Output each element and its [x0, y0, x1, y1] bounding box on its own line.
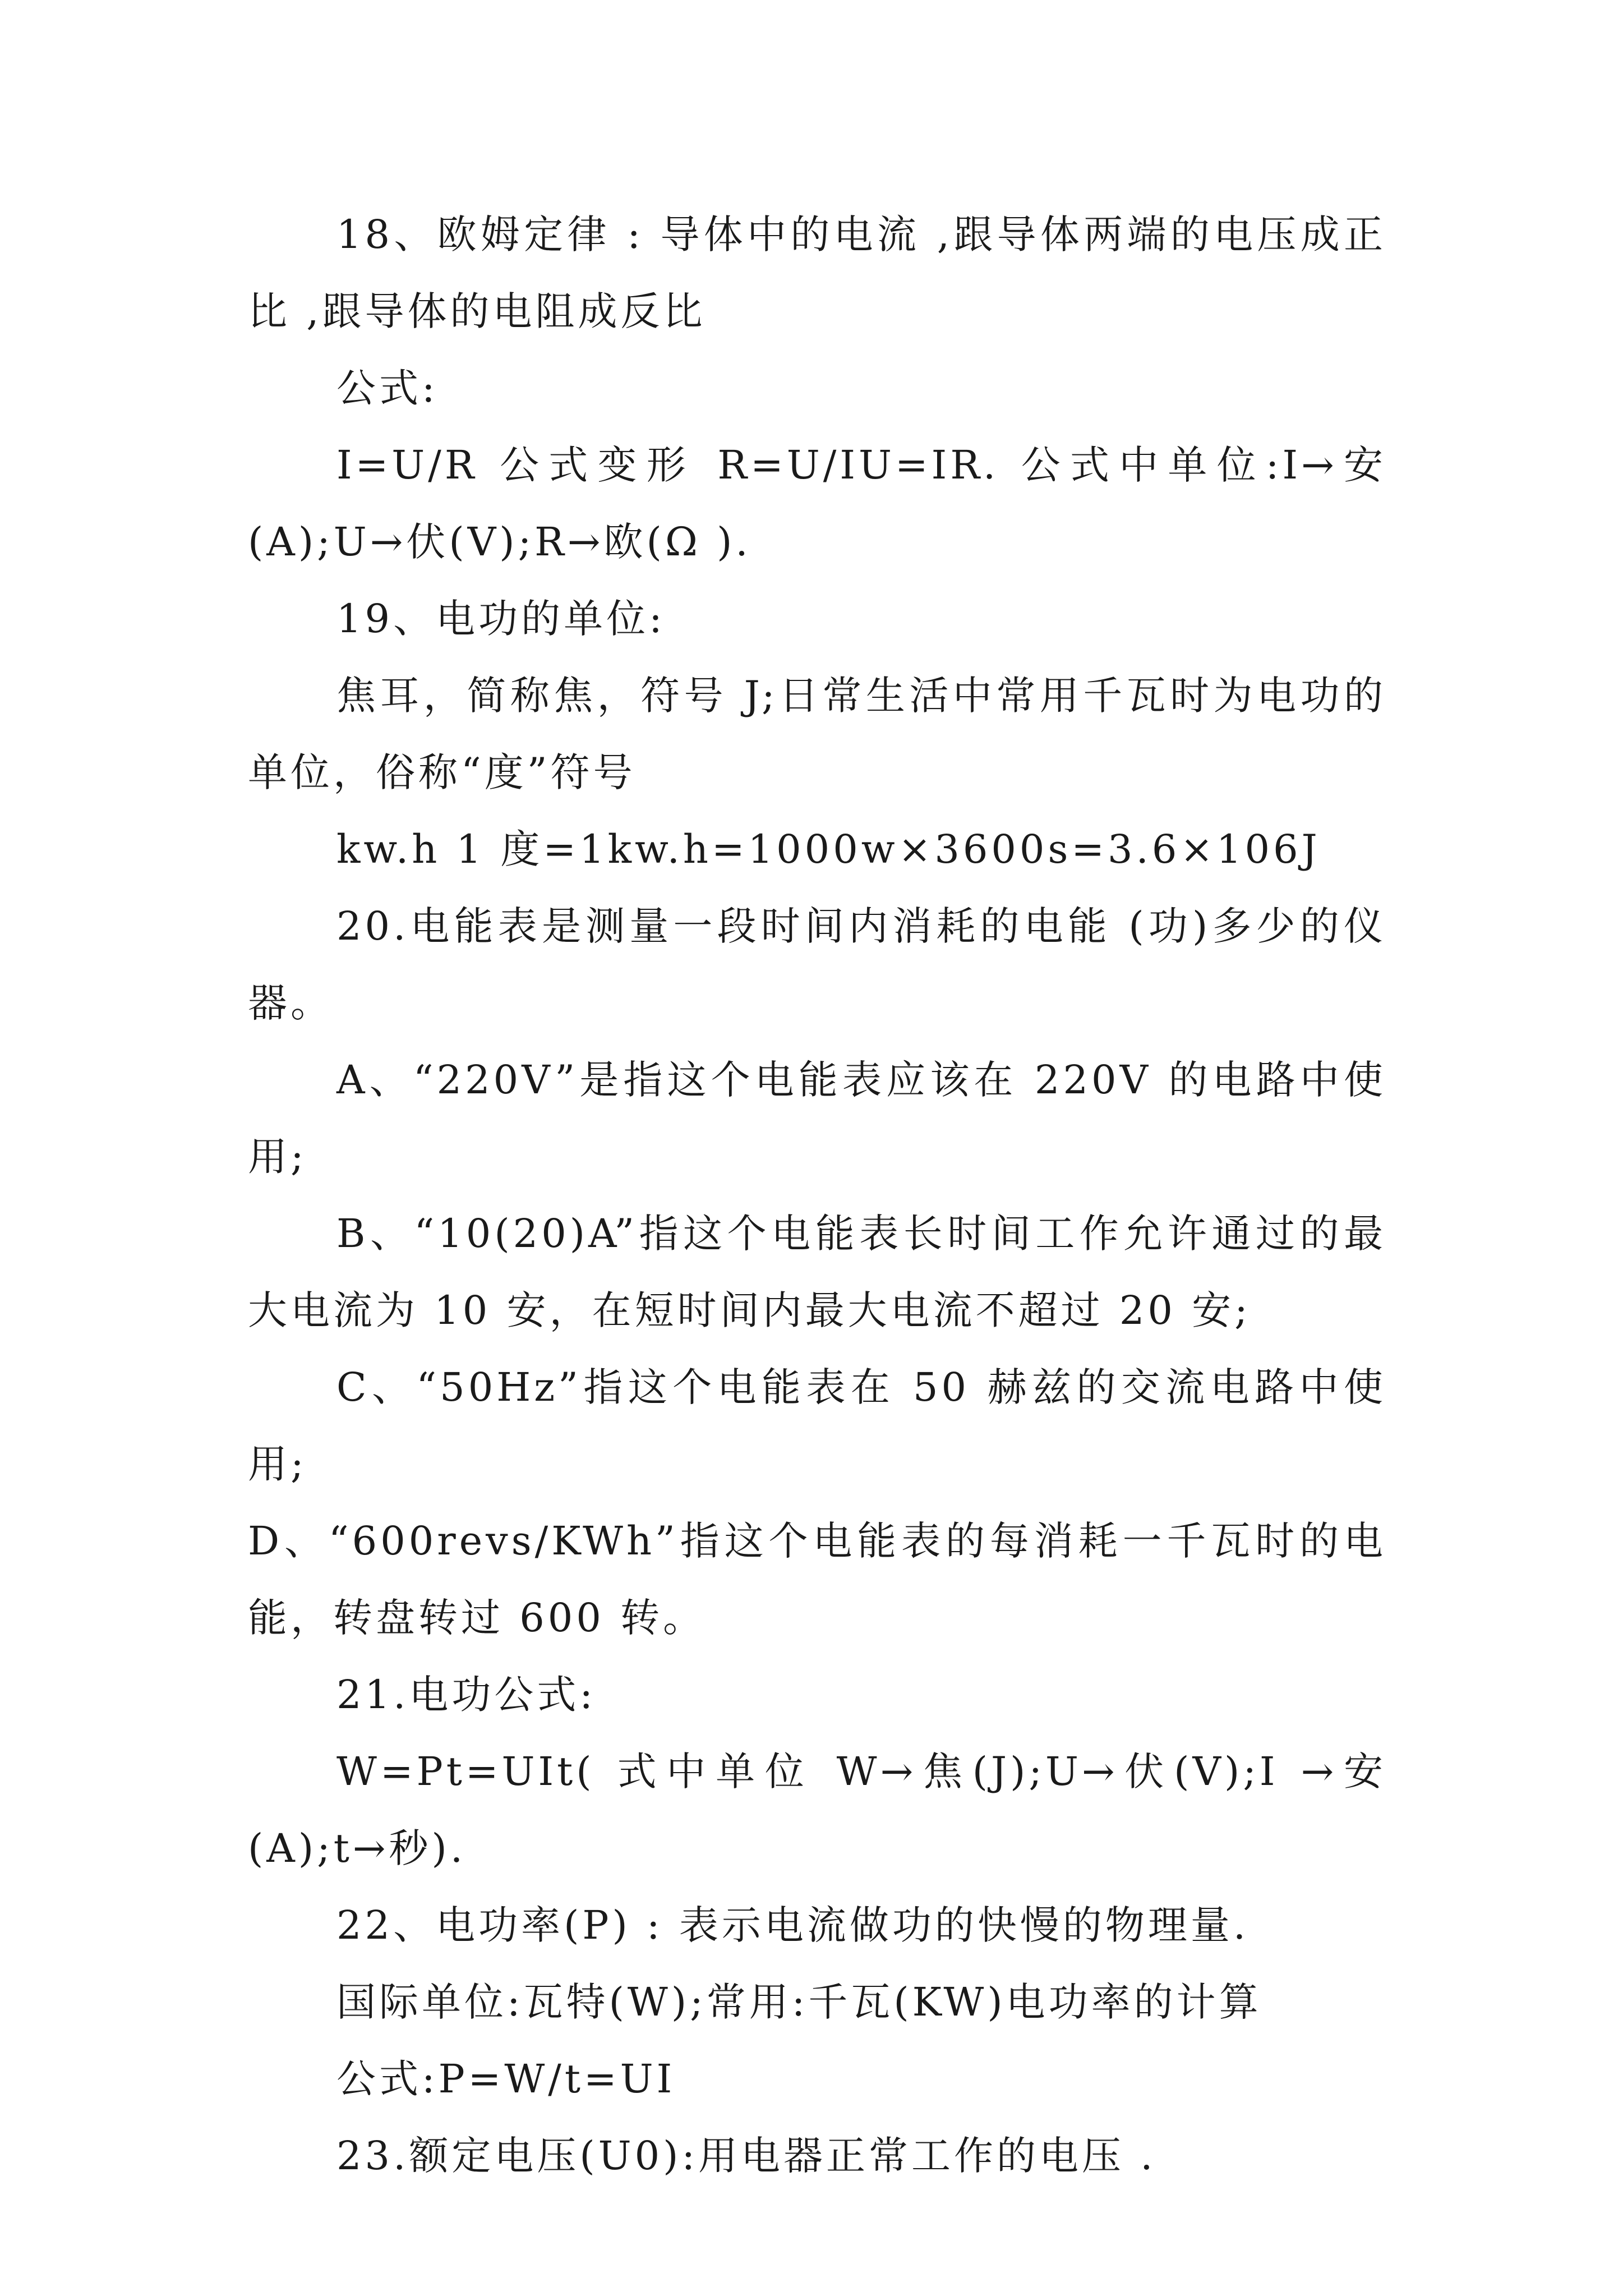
paragraph-meter-b: B、“10(20)A”指这个电能表长时间工作允许通过的最大电流为 10 安，在短时间内最大电流不超过 20 安; — [248, 1211, 1386, 1333]
paragraph-formula-label: 公式: — [336, 365, 439, 411]
paragraph-power-definition: 22、电功率(P) : 表示电流做功的快慢的物理量. — [336, 1902, 1249, 1948]
paragraph-meter-c: C、“50Hz”指这个电能表在 50 赫兹的交流电路中使用; — [248, 1364, 1386, 1487]
document-body — [248, 196, 1386, 2194]
paragraph-meter-a: A、“220V”是指这个电能表应该在 220V 的电路中使用; — [248, 1057, 1386, 1180]
paragraph-work-unit-heading: 19、电功的单位: — [336, 596, 666, 642]
paragraph-meter-d: D、“600revs/KWh”指这个电能表的每消耗一千瓦时的电能，转盘转过 600 转。 — [248, 1518, 1386, 1641]
paragraph-ohms-formula: I=U/R 公式变形 R=U/IU=IR. 公式中单位:I→安(A);U→伏(V);R→欧(Ω ). — [248, 442, 1386, 565]
paragraph-energy-meter: 20.电能表是测量一段时间内消耗的电能 (功)多少的仪器。 — [248, 903, 1386, 1026]
paragraph-rated-voltage: 23.额定电压(U0):用电器正常工作的电压 . — [336, 2133, 1156, 2179]
paragraph-work-unit-body: 焦耳，简称焦，符号 J;日常生活中常用千瓦时为电功的单位，俗称“度”符号 — [248, 673, 1386, 795]
paragraph-ohms-law: 18、欧姆定律 : 导体中的电流 ,跟导体两端的电压成正比 ,跟导体的电阻成反比 — [248, 211, 1386, 334]
paragraph-power-formula: 公式:P=W/t=UI — [336, 2056, 676, 2102]
paragraph-power-units: 国际单位:瓦特(W);常用:千瓦(KW)电功率的计算 — [336, 1979, 1262, 2025]
paragraph-kwh-conversion: kw.h 1 度=1kw.h=1000w×3600s=3.6×106J — [336, 826, 1321, 872]
paragraph-work-formula: W=Pt=UIt( 式中单位 W→焦(J);U→伏(V);I →安(A);t→秒). — [248, 1749, 1386, 1871]
paragraph-work-formula-heading: 21.电功公式: — [336, 1672, 596, 1718]
